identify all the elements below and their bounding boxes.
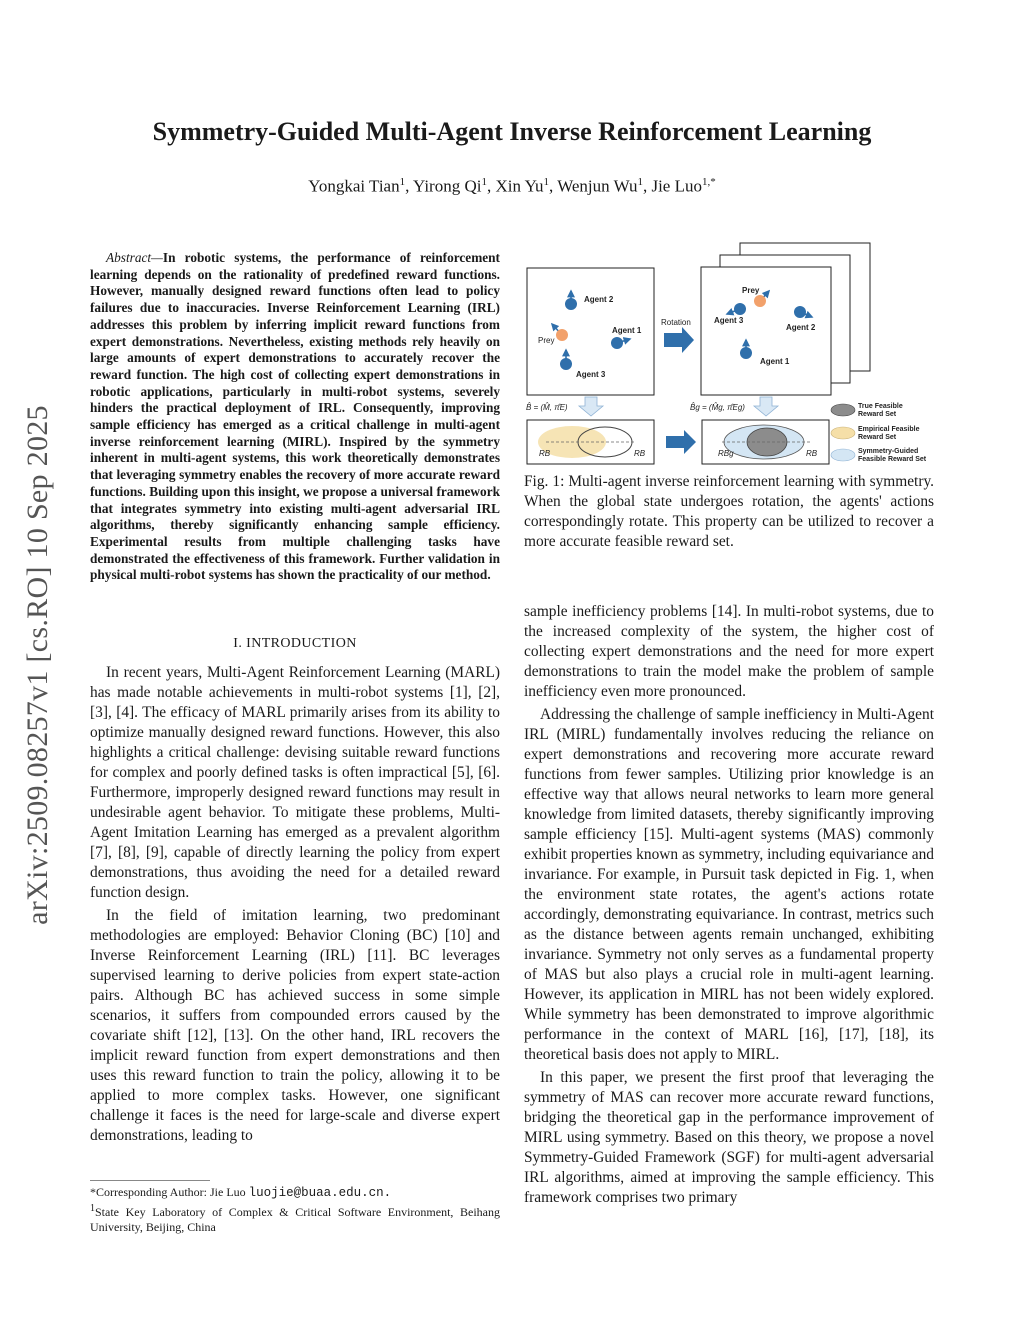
legend-swatch <box>831 427 855 439</box>
affiliation-text: State Key Laboratory of Complex & Critical Software Environment, Beihang University, Beijing, China <box>90 1205 500 1234</box>
legend-label: Reward Set <box>858 411 897 418</box>
paragraph: In this paper, we present the first proof that leveraging the symmetry of MAS can recover more accurate reward functions, bridging the theoretical gap in the performance improvement of MIRL using symmetry. Based on this theory, we propose a novel Symmetry-Guided Framework (SGF) for multi-agent adversarial IRL algorithms, aimed at improving the sample efficiency. This framework comprises two primary <box>524 1069 934 1206</box>
section-heading: I. INTRODUCTION <box>233 636 357 651</box>
abstract <box>90 250 500 584</box>
legend-label: Reward Set <box>858 434 897 441</box>
author: Xin Yu <box>495 176 544 196</box>
rotation-arrow-icon <box>664 327 694 353</box>
author-affiliation-mark: 1 <box>543 176 549 188</box>
legend-label: Feasible Reward Set <box>858 456 927 463</box>
author: Yirong Qi <box>412 176 482 196</box>
author-affiliation-mark: 1,* <box>701 176 716 188</box>
arxiv-sidebar-stamp <box>18 370 58 960</box>
author-affiliation-mark: 1 <box>399 176 406 188</box>
legend-swatch <box>831 449 855 461</box>
arxiv-id: arXiv:2509.08257v1 [cs.RO] 10 Sep 2025 <box>21 405 54 925</box>
agent-2-label: Agent 2 <box>584 295 614 304</box>
affiliation-note <box>90 1201 500 1235</box>
figure-caption: Fig. 1: Multi-agent inverse reinforcement learning with symmetry. When the global state undergoes rotation, the agents' actions correspondingly rotate. This property can be utilized to recover a more accurate feasible reward set. <box>524 473 934 550</box>
rotation-label: Rotation <box>661 318 691 327</box>
footnote-rule <box>90 1180 210 1181</box>
author: Yongkai Tian <box>308 176 400 196</box>
agent-1-label: Agent 1 <box>612 326 642 335</box>
reward-set-label: RB <box>806 449 818 458</box>
agent-3-label: Agent 3 <box>714 316 744 325</box>
down-arrow-icon <box>754 397 778 416</box>
down-arrow-icon <box>579 397 603 416</box>
legend-label: True Feasible <box>858 403 903 410</box>
symmetric-dataset-formula: B̂g = (M̂g, π̂Eg) <box>690 403 745 412</box>
prey-label: Prey <box>742 286 760 295</box>
corresponding-label: *Corresponding Author: Jie Luo <box>90 1185 246 1199</box>
author-affiliation-mark: 1 <box>481 176 487 188</box>
legend-swatch <box>831 404 855 416</box>
affiliation-mark: 1 <box>90 1203 95 1214</box>
agent-1-label: Agent 1 <box>760 357 790 366</box>
figure-legend <box>831 403 927 463</box>
author: Jie Luo <box>651 176 702 196</box>
reward-set-label: RBg <box>718 449 734 458</box>
agent-3-label: Agent 3 <box>576 370 606 379</box>
reward-set-label: RB <box>539 449 551 458</box>
paragraph: sample inefficiency problems [14]. In multi-robot systems, due to the increased complexity of the system, the higher cost of collecting expert demonstrations and the need for more expert demonstrations to train the model make the problem of sample inefficiency even more pronounced. <box>524 603 934 700</box>
agent-2-label: Agent 2 <box>786 323 816 332</box>
corresponding-author-note <box>90 1185 500 1201</box>
paragraph: In recent years, Multi-Agent Reinforcement Learning (MARL) has made notable achievements in multi-robot systems [1], [2], [3], [4]. The efficacy of MARL primarily arises from its ability to optimize manually designed reward functions. However, this also highlights a critical challenge: devising suitable reward functions for complex and poorly defined tasks is often impractical [5], [6]. Furthermore, improperly designed reward functions may result in undesirable agent behavior. To mitigate these problems, Multi-Agent Imitation Learning has emerged as a prevalent algorithm [7], [8], [9], capable of directly learning the policy from expert demonstrations, thus avoiding the need for a detailed reward function design. <box>90 664 500 901</box>
right-column-body <box>524 602 934 1208</box>
reward-set-label: RB <box>634 449 646 458</box>
paragraph: In the field of imitation learning, two predominant methodologies are employed: Behavior Cloning (BC) [10] and Inverse Reinforcement Learning (IRL) [11]. BC leverages supervised learning to derive policies from expert state-action pairs. Although BC has achieved success in some simple scenarios, it suffers from compounded errors caused by the covariate shift [12], [13]. On the other hand, IRL recovers the implicit reward function from expert demonstrations and then uses this reward function to train the policy, allowing it to be applied to more complex tasks. However, one significant challenge it faces is the need for large-scale and diverse expert demonstrations, leading to <box>90 907 500 1144</box>
paragraph: Addressing the challenge of sample inefficiency in Multi-Agent IRL (MIRL) fundamentally involves reducing the reliance on expert demonstrations and recovering more accurate reward functions from fewer samples. Utilizing prior knowledge is an effective way that allows neural networks to learn more general knowledge from limited datasets, thereby significantly improving sample efficiency [15]. Multi-agent systems (MAS) commonly exhibit properties known as symmetry, including equivariance and invariance. For example, in Pursuit task depicted in Fig. 1, when the environment state rotates, the agent's actions rotate accordingly, demonstrating equivariance. In contrast, metrics such as the distance between agents remain unchanged, exhibiting invariance. Symmetry not only serves as a fundamental property of MAS but also plays a crucial role in multi-agent learning. However, its application in MIRL has not been widely explored. While symmetry has been demonstrated to improve algorithmic performance in the context of MARL [16], [17], [18], its theoretical basis does not apply to MIRL. <box>524 706 934 1063</box>
legend-label: Empirical Feasible <box>858 426 920 433</box>
abstract-text: In robotic systems, the performance of reinforcement learning depends on the rationality of predefined reward functions. However, manually designed reward functions often lead to policy failures due to inaccuracies. Inverse Reinforcement Learning (IRL) addresses this problem by inferring implicit reward functions from expert demonstrations. Nevertheless, existing methods rely heavily on large amounts of expert demonstrations to accurately recover the reward function. The high cost of collecting expert demonstrations in robotic applications, particularly in multi-robot systems, severely hinders the practical deployment of IRL. Consequently, improving sample efficiency has emerged as a critical challenge in multi-agent inverse reinforcement learning (MIRL). Inspired by the symmetry inherent in multi-agent systems, this work theoretically demonstrates that leveraging symmetry enables the recovery of more accurate reward functions. Building upon this insight, we propose a universal framework that integrates symmetry into existing multi-agent adversarial IRL algorithms, thereby significantly enhancing sample efficiency. Experimental results from multiple challenging tasks have demonstrated the effectiveness of this framework. Further validation in physical multi-robot systems has shown the practicality of our method. <box>90 250 500 583</box>
figure-1-diagram <box>524 240 938 468</box>
author-affiliation-mark: 1 <box>637 176 643 188</box>
footnote <box>90 1180 500 1235</box>
author: Wenjun Wu <box>557 176 638 196</box>
paper-title: Symmetry-Guided Multi-Agent Inverse Reinforcement Learning <box>152 117 872 146</box>
author-list: Yongkai Tian$^1$, Yirong Qi$^1$, Xin Yu$^1$, Wenjun Wu$^1$, Jie Luo$^{1,*}$ <box>308 176 716 196</box>
abstract-label: Abstract— <box>106 250 163 265</box>
transform-arrow-icon <box>666 430 696 454</box>
legend-label: Symmetry-Guided <box>858 448 919 455</box>
prey-label: Prey <box>538 336 555 345</box>
email-address: luojie@buaa.edu.cn. <box>248 1186 392 1200</box>
left-column-body <box>90 663 500 1146</box>
dataset-formula: B̂ = (M̂, π̂E) <box>526 403 568 412</box>
